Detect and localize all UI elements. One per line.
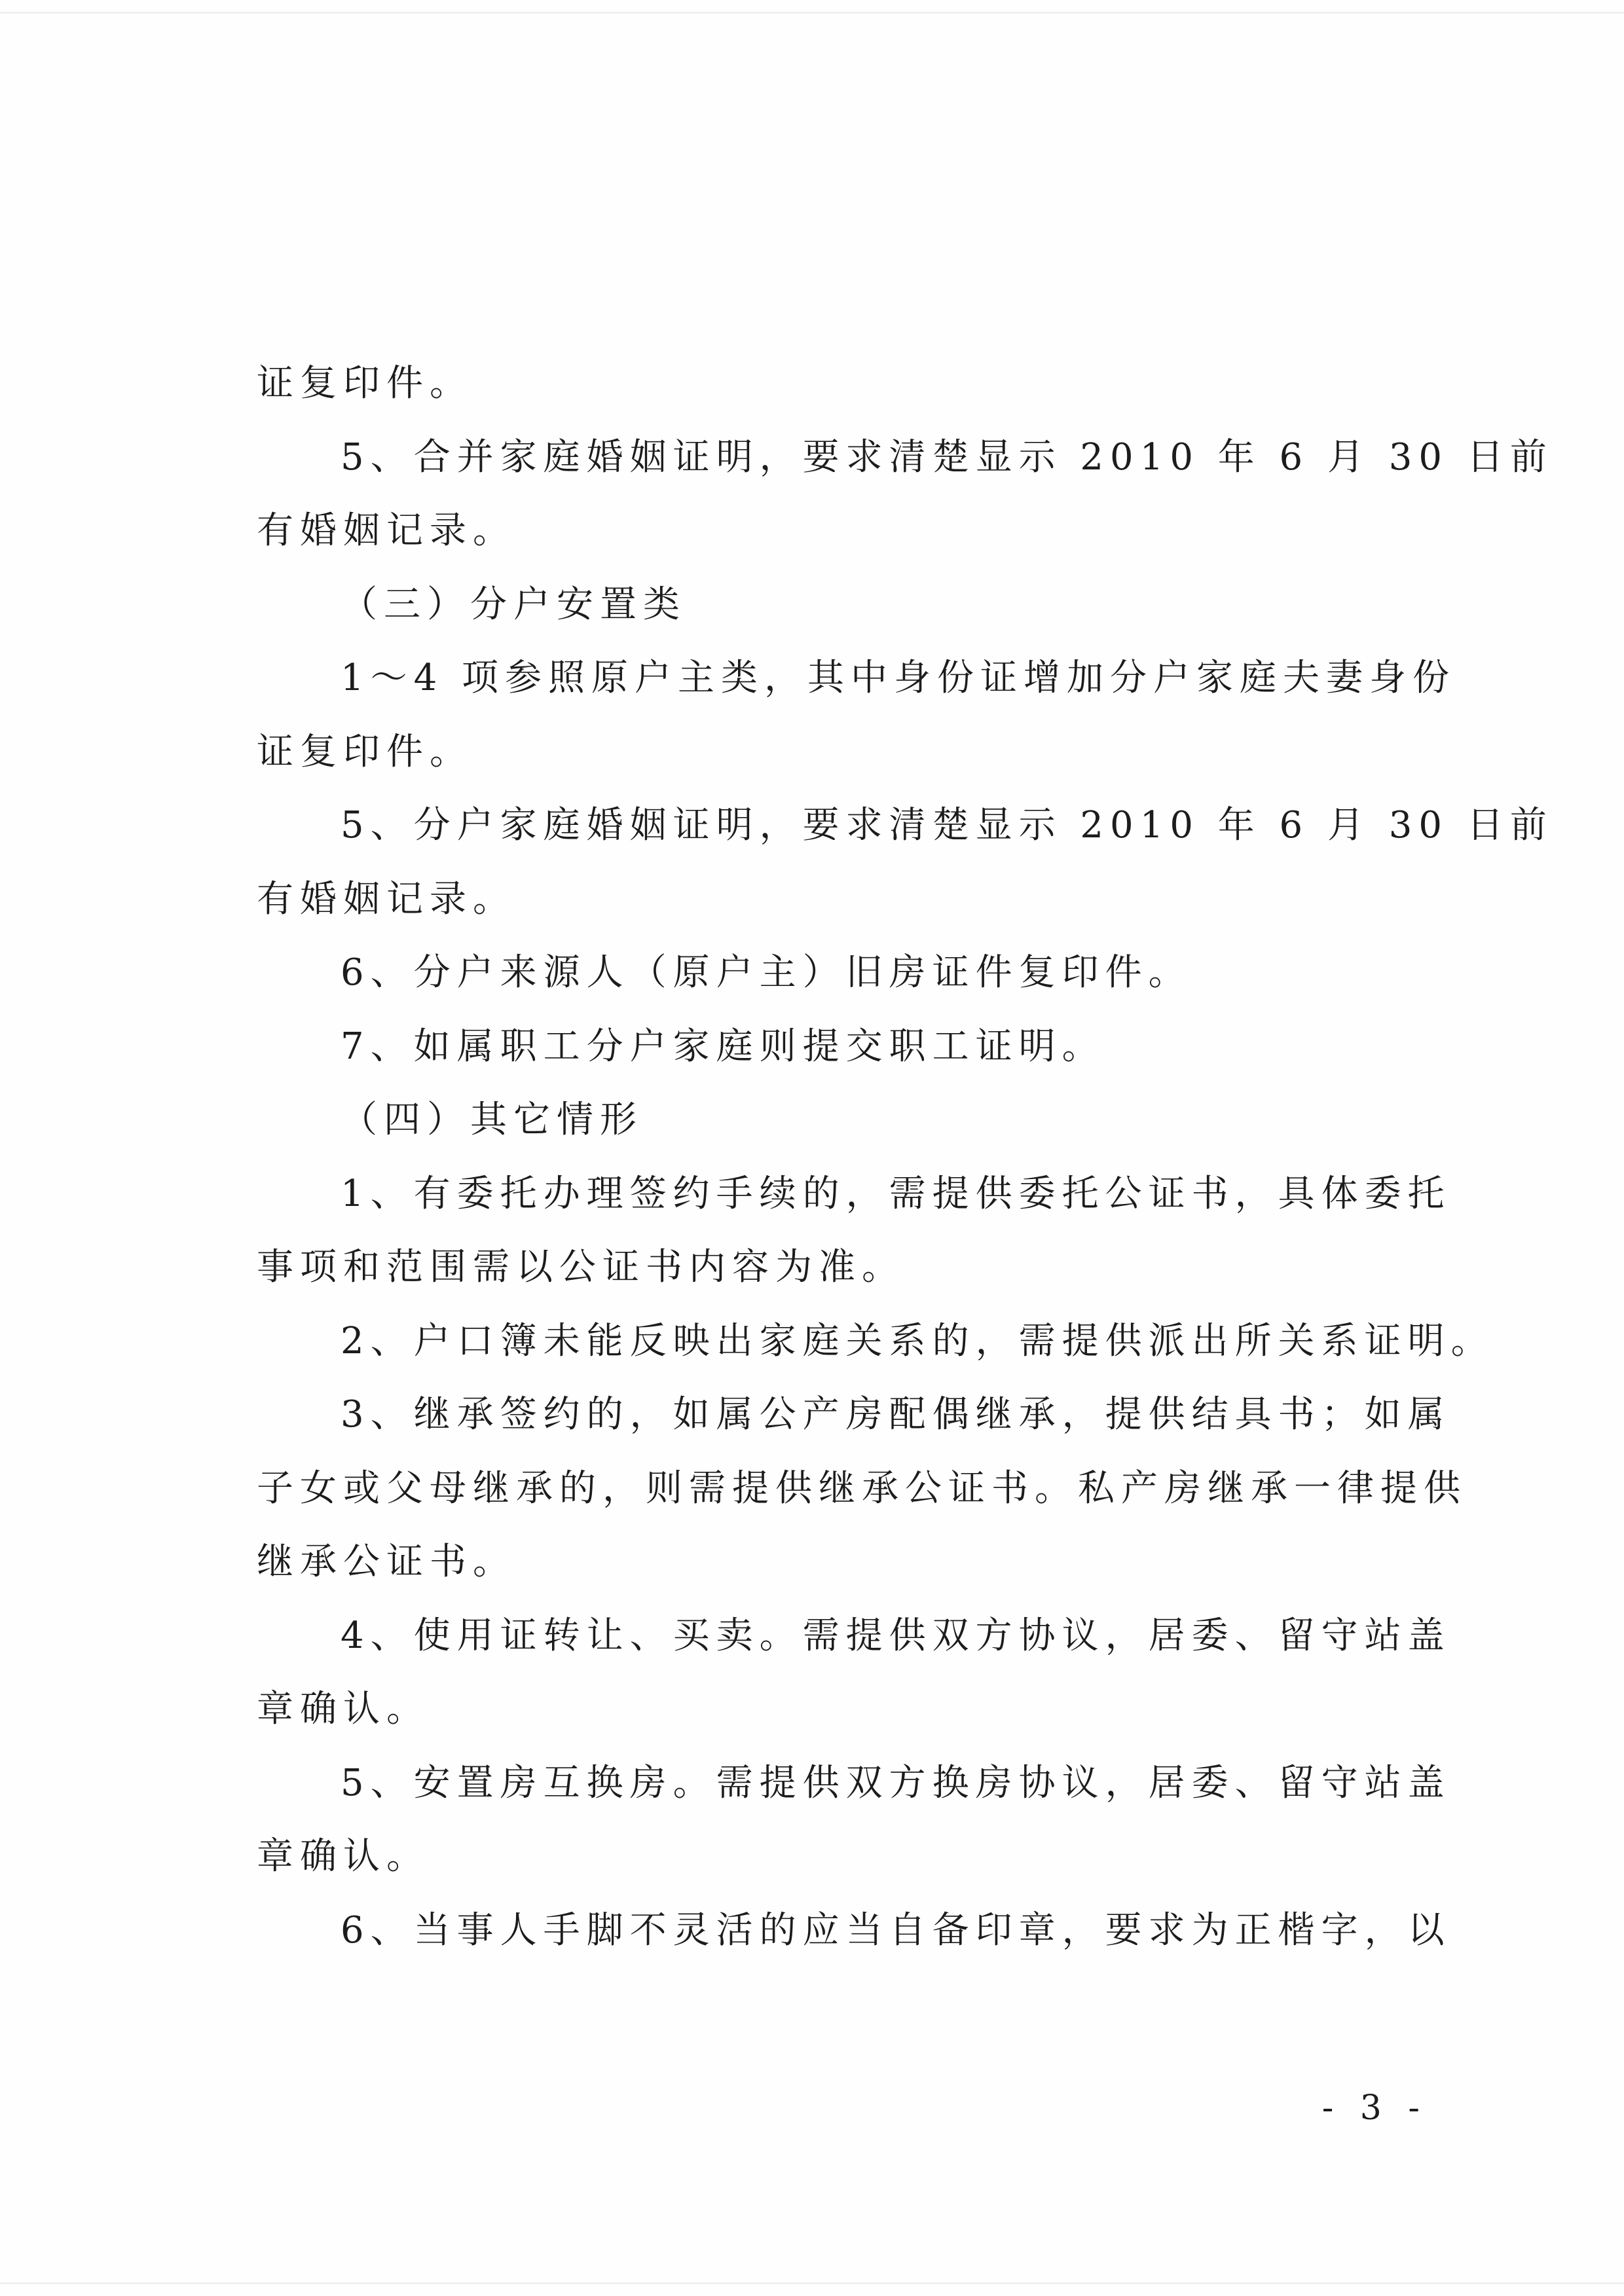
text-line: 6、分户来源人（原户主）旧房证件复印件。: [341, 951, 1192, 994]
text-line: 5、合并家庭婚姻证明，要求清楚显示 2010 年 6 月 30 日前: [341, 435, 1553, 479]
text-line: 3、继承签约的，如属公产房配偶继承，提供结具书；如属: [341, 1393, 1451, 1436]
text-line: 事项和范围需以公证书内容为准。: [257, 1246, 905, 1288]
section-heading: （四）其它情形: [341, 1099, 643, 1141]
text-line: 6、当事人手脚不灵活的应当自备印章，要求为正楷字，以: [341, 1908, 1451, 1952]
document-body: [257, 347, 1553, 1967]
text-line: 2、户口簿未能反映出家庭关系的，需提供派出所关系证明。: [341, 1319, 1494, 1362]
text-line: 子女或父母继承的，则需提供继承公证书。私产房继承一律提供: [257, 1467, 1467, 1510]
text-line: 章确认。: [257, 1835, 430, 1878]
text-line: 1、有委托办理签约手续的，需提供委托公证书，具体委托: [341, 1172, 1451, 1215]
text-line: 继承公证书。: [257, 1540, 516, 1583]
text-line: 1～4 项参照原户主类，其中身份证增加分户家庭夫妻身份: [341, 657, 1456, 699]
text-line: 7、如属职工分户家庭则提交职工证明。: [341, 1025, 1105, 1068]
text-line: 有婚姻记录。: [257, 877, 516, 920]
text-line: 章确认。: [257, 1688, 430, 1730]
text-line: 证复印件。: [257, 362, 473, 405]
text-line: 4、使用证转让、买卖。需提供双方协议，居委、留守站盖: [341, 1614, 1451, 1657]
text-line: 有婚姻记录。: [257, 509, 516, 552]
text-line: 证复印件。: [257, 730, 473, 773]
text-line: 5、分户家庭婚姻证明，要求清楚显示 2010 年 6 月 30 日前: [341, 804, 1553, 847]
page-number: - 3 -: [1321, 2088, 1428, 2128]
section-heading: （三）分户安置类: [341, 583, 686, 626]
text-line: 5、安置房互换房。需提供双方换房协议，居委、留守站盖: [341, 1761, 1451, 1804]
scan-edge-bottom: [0, 2282, 1624, 2284]
scan-edge-top: [0, 12, 1624, 14]
